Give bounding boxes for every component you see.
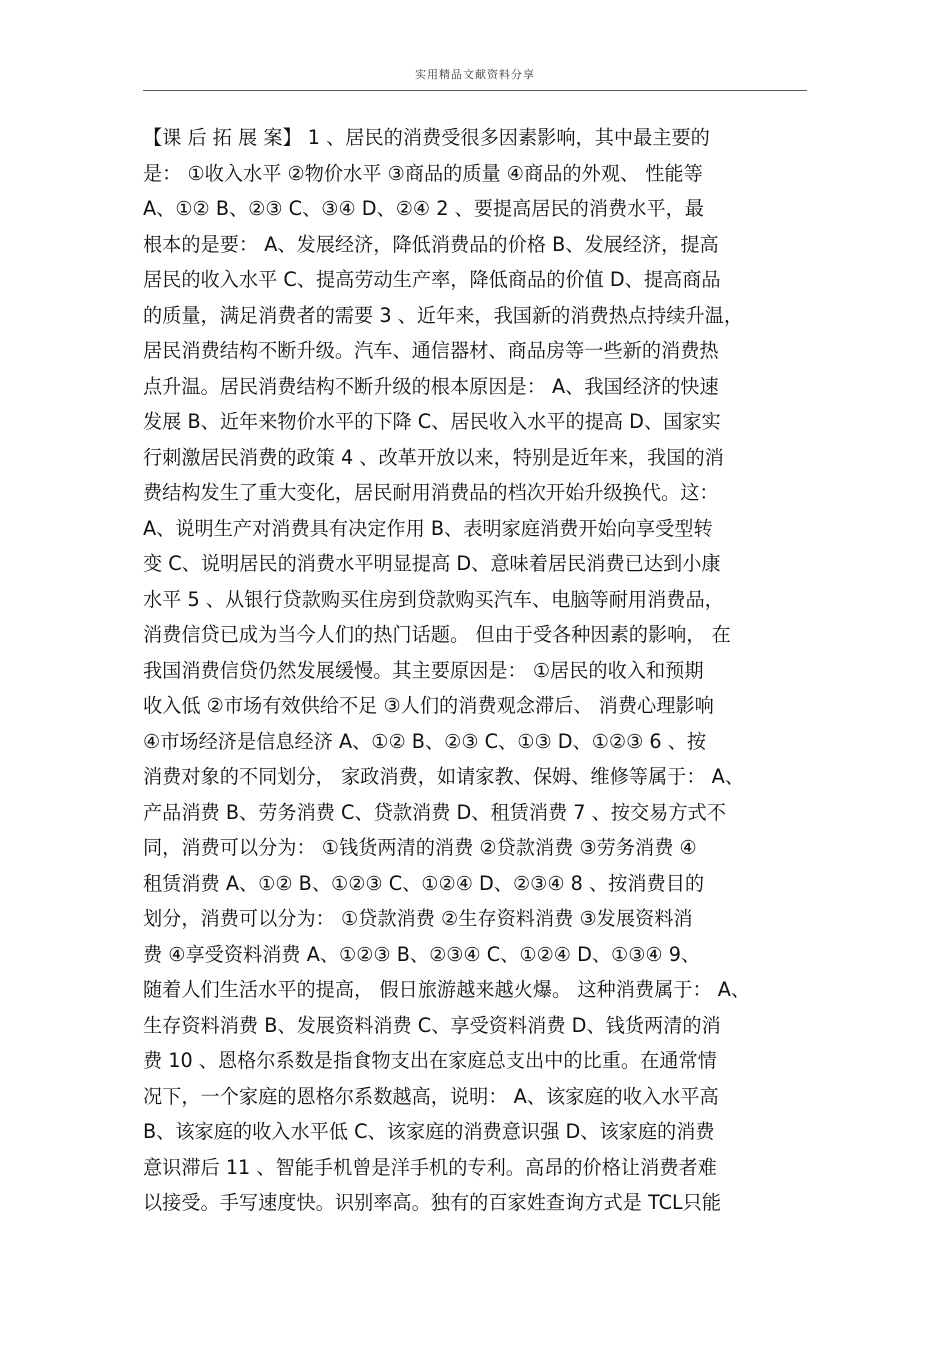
header-divider xyxy=(143,90,807,91)
document-body xyxy=(143,120,813,1221)
text-line: 居民消费结构不断升级。汽车、通信器材、商品房等一些新的消费热 xyxy=(143,339,719,362)
text-line: 同，消费可以分为： ①钱货两清的消费 ②贷款消费 ③劳务消费 ④ xyxy=(143,836,697,859)
text-line: 的质量，满足消费者的需要 3 、近年来，我国新的消费热点持续升温， xyxy=(143,303,744,327)
text-line: 租赁消费 A、①② B、①②③ C、①②④ D、②③④ 8 、按消费目的 xyxy=(143,871,705,895)
text-line: 随着人们生活水平的提高， 假日旅游越来越火爆。 这种消费属于： A、 xyxy=(143,978,751,1001)
text-line: 是： ①收入水平 ②物价水平 ③商品的质量 ④商品的外观、 性能等 xyxy=(143,161,703,185)
text-line: 变 C、说明居民的消费水平明显提高 D、意味着居民消费已达到小康 xyxy=(143,552,721,575)
text-line: 行刺激居民消费的政策 4 、改革开放以来，特别是近年来，我国的消 xyxy=(143,445,724,469)
text-line: 产品消费 B、劳务消费 C、贷款消费 D、租赁消费 7 、按交易方式不 xyxy=(143,800,726,824)
text-line: A、①② B、②③ C、③④ D、②④ 2 、要提高居民的消费水平，最 xyxy=(143,197,704,220)
text-line: 费 10 、恩格尔系数是指食物支出在家庭总支出中的比重。在通常情 xyxy=(143,1049,717,1072)
text-line: 生存资料消费 B、发展资料消费 C、享受资料消费 D、钱货两清的消 xyxy=(143,1013,721,1037)
text-line: ④市场经济是信息经济 A、①② B、②③ C、①③ D、①②③ 6 、按 xyxy=(143,729,707,753)
text-line: A、说明生产对消费具有决定作用 B、表明家庭消费开始向享受型转 xyxy=(143,516,713,540)
page-header-title: 实用精品文献资料分享 xyxy=(415,68,535,81)
text-line: 消费信贷已成为当今人们的热门话题。 但由于受各种因素的影响， 在 xyxy=(143,623,731,646)
text-line: 消费对象的不同划分， 家政消费，如请家教、保姆、维修等属于： A、 xyxy=(143,765,744,788)
text-line: 收入低 ②市场有效供给不足 ③人们的消费观念滞后、 消费心理影响 xyxy=(143,694,714,717)
text-line: 况下，一个家庭的恩格尔系数越高，说明： A、该家庭的收入水平高 xyxy=(143,1084,719,1108)
text-line: 发展 B、近年来物价水平的下降 C、居民收入水平的提高 D、国家实 xyxy=(143,410,721,433)
text-line: 根本的是要： A、发展经济，降低消费品的价格 B、发展经济，提高 xyxy=(143,232,719,256)
text-line: B、该家庭的收入水平低 C、该家庭的消费意识强 D、该家庭的消费 xyxy=(143,1120,715,1143)
text-line: 点升温。居民消费结构不断升级的根本原因是： A、我国经济的快速 xyxy=(143,374,719,398)
text-line: 划分，消费可以分为： ①贷款消费 ②生存资料消费 ③发展资料消 xyxy=(143,907,693,930)
text-line: 我国消费信贷仍然发展缓慢。其主要原因是： ①居民的收入和预期 xyxy=(143,658,704,682)
text-line: 意识滞后 11 、智能手机曾是洋手机的专利。高昂的价格让消费者难 xyxy=(143,1155,717,1179)
text-line: 以接受。手写速度快。识别率高。独有的百家姓查询方式是 TCL只能 xyxy=(143,1191,722,1214)
text-line: 居民的收入水平 C、提高劳动生产率，降低商品的价值 D、提高商品 xyxy=(143,268,721,291)
text-line: 费结构发生了重大变化，居民耐用消费品的档次开始升级换代。这： xyxy=(143,481,719,504)
text-line: 【课 后 拓 展 案】 1 、居民的消费受很多因素影响，其中最主要的 xyxy=(143,126,710,149)
text-line: 水平 5 、从银行贷款购买住房到贷款购买汽车、电脑等耐用消费品， xyxy=(143,587,724,611)
text-line: 费 ④享受资料消费 A、①②③ B、②③④ C、①②④ D、①③④ 9、 xyxy=(143,942,701,966)
